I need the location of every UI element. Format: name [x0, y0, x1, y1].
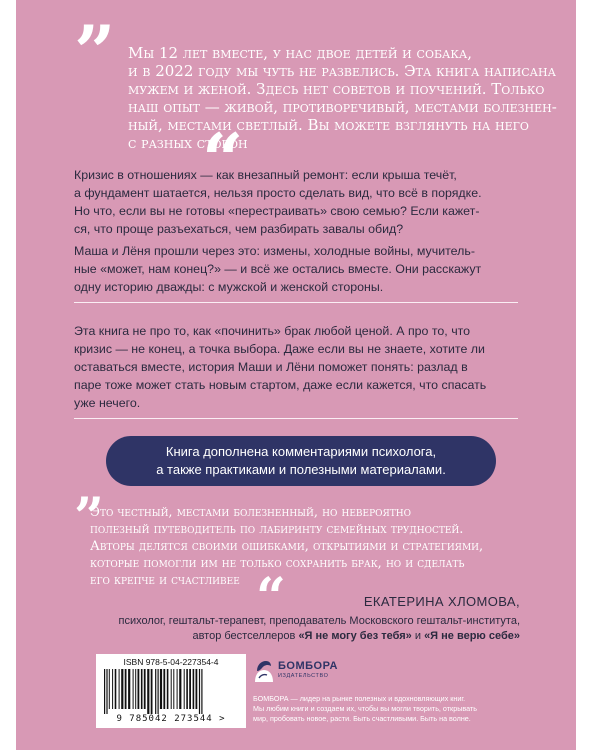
- blurb-line: мужем и женой. Здесь нет советов и поучений. Только: [128, 80, 545, 98]
- ean-number: 9 785042 273544 >: [116, 714, 226, 724]
- paragraph-line: одну историю дважды: с мужской и женской стороны.: [74, 280, 384, 294]
- review-line: которые помогли им не только сохранить брак, но и сделать: [90, 556, 465, 571]
- reviewer-credentials: психолог, гештальт-терапевт, преподаватель Московского гештальт-института,: [118, 615, 520, 627]
- description-paragraph-1: [74, 166, 524, 238]
- paragraph-line: оставаться вместе, история Маши и Лёни поможет понять: разлад в: [74, 360, 468, 374]
- reviewer-bestsellers: [192, 629, 520, 644]
- publisher-tagline: мир, пробовать новое, расти. Быть счастливыми. Быть на волне.: [253, 714, 471, 723]
- bombora-wave-icon: [253, 658, 275, 684]
- bestsellers-conjunction: и: [411, 630, 425, 642]
- paragraph-line: Эта книга не про то, как «починить» брак любой ценой. А про то, что: [74, 324, 471, 338]
- bestsellers-prefix: автор бестселлеров: [192, 630, 299, 642]
- barcode-panel: [96, 654, 246, 728]
- review-line: Авторы делятся своими ошибками, открытиями и стратегиями,: [90, 539, 484, 554]
- review-opening-quote-icon: ”: [74, 487, 98, 548]
- blurb-line: и в 2022 году мы чуть не развелись. Эта книга написана: [128, 62, 556, 80]
- description-paragraph-2: [74, 242, 524, 296]
- publisher-tagline: Мы любим книги и создаем их, чтобы вы могли творить, открывать: [253, 704, 477, 713]
- paragraph-line: ные «может, нам конец?» — и всё же остались вместе. Они расскажут: [74, 262, 482, 276]
- blurb-line: с разных сторон: [128, 134, 248, 152]
- review-line: его крепче и счастливее: [90, 573, 240, 588]
- review-closing-quote-icon: “: [256, 567, 280, 628]
- bestseller-title: «Я не верю себе»: [424, 630, 520, 642]
- publisher-name: БОМБОРА: [278, 660, 338, 672]
- banner-line: а также практиками и полезными материалами.: [156, 462, 446, 477]
- opening-quote-icon: ”: [74, 9, 110, 94]
- paragraph-line: паре тоже может стать новым стартом, даже если кажется, что спасать: [74, 378, 487, 392]
- section-divider: [74, 302, 518, 303]
- publisher-tagline: БОМБОРА — лидер на рынке полезных и вдохновляющих книг.: [253, 694, 466, 703]
- review-quote: [90, 504, 530, 589]
- isbn-number: ISBN 978-5-04-227354-4: [123, 657, 219, 667]
- description-paragraph-3: [74, 322, 524, 412]
- barcode-icon: [102, 669, 240, 714]
- review-line: полезный путеводитель по лабиринту семейных трудностей.: [90, 522, 464, 537]
- publisher-subtitle: ИЗДАТЕЛЬСТВО: [278, 673, 329, 679]
- authors-blurb: [128, 44, 557, 152]
- back-cover: [16, 0, 576, 750]
- blurb-line: наш опыт — живой, противоречивый, местами болезнен-: [128, 98, 557, 116]
- paragraph-line: ся, что проще разъехаться, чем разбирать завалы обид?: [74, 222, 404, 236]
- blurb-line: ный, местами светлый. Вы можете взглянуть на него: [128, 116, 529, 134]
- section-divider: [74, 418, 518, 419]
- closing-quote-icon: “: [202, 117, 238, 202]
- reviewer-name: ЕКАТЕРИНА ХЛОМОВА,: [363, 594, 520, 609]
- bonus-materials-banner: [106, 436, 496, 486]
- banner-line: Книга дополнена комментариями психолога,: [165, 444, 437, 459]
- paragraph-line: уже нечего.: [74, 396, 141, 410]
- paragraph-line: а фундамент шатается, нельзя просто сделать вид, что всё в порядке.: [74, 186, 482, 200]
- blurb-line: Мы 12 лет вместе, у нас двое детей и собака,: [128, 44, 473, 62]
- paragraph-line: Но что, если вы не готовы «перестраивать» свою семью? Если кажет-: [74, 204, 480, 218]
- review-line: Это честный, местами болезненный, но невероятно: [90, 505, 412, 520]
- bestseller-title: «Я не могу без тебя»: [298, 630, 412, 642]
- paragraph-line: Кризис в отношениях — как внезапный ремонт: если крыша течёт,: [74, 168, 457, 182]
- paragraph-line: кризис — не конец, а точка выбора. Даже если вы не знаете, хотите ли: [74, 342, 485, 356]
- paragraph-line: Маша и Лёня прошли через это: измены, холодные войны, мучитель-: [74, 244, 475, 258]
